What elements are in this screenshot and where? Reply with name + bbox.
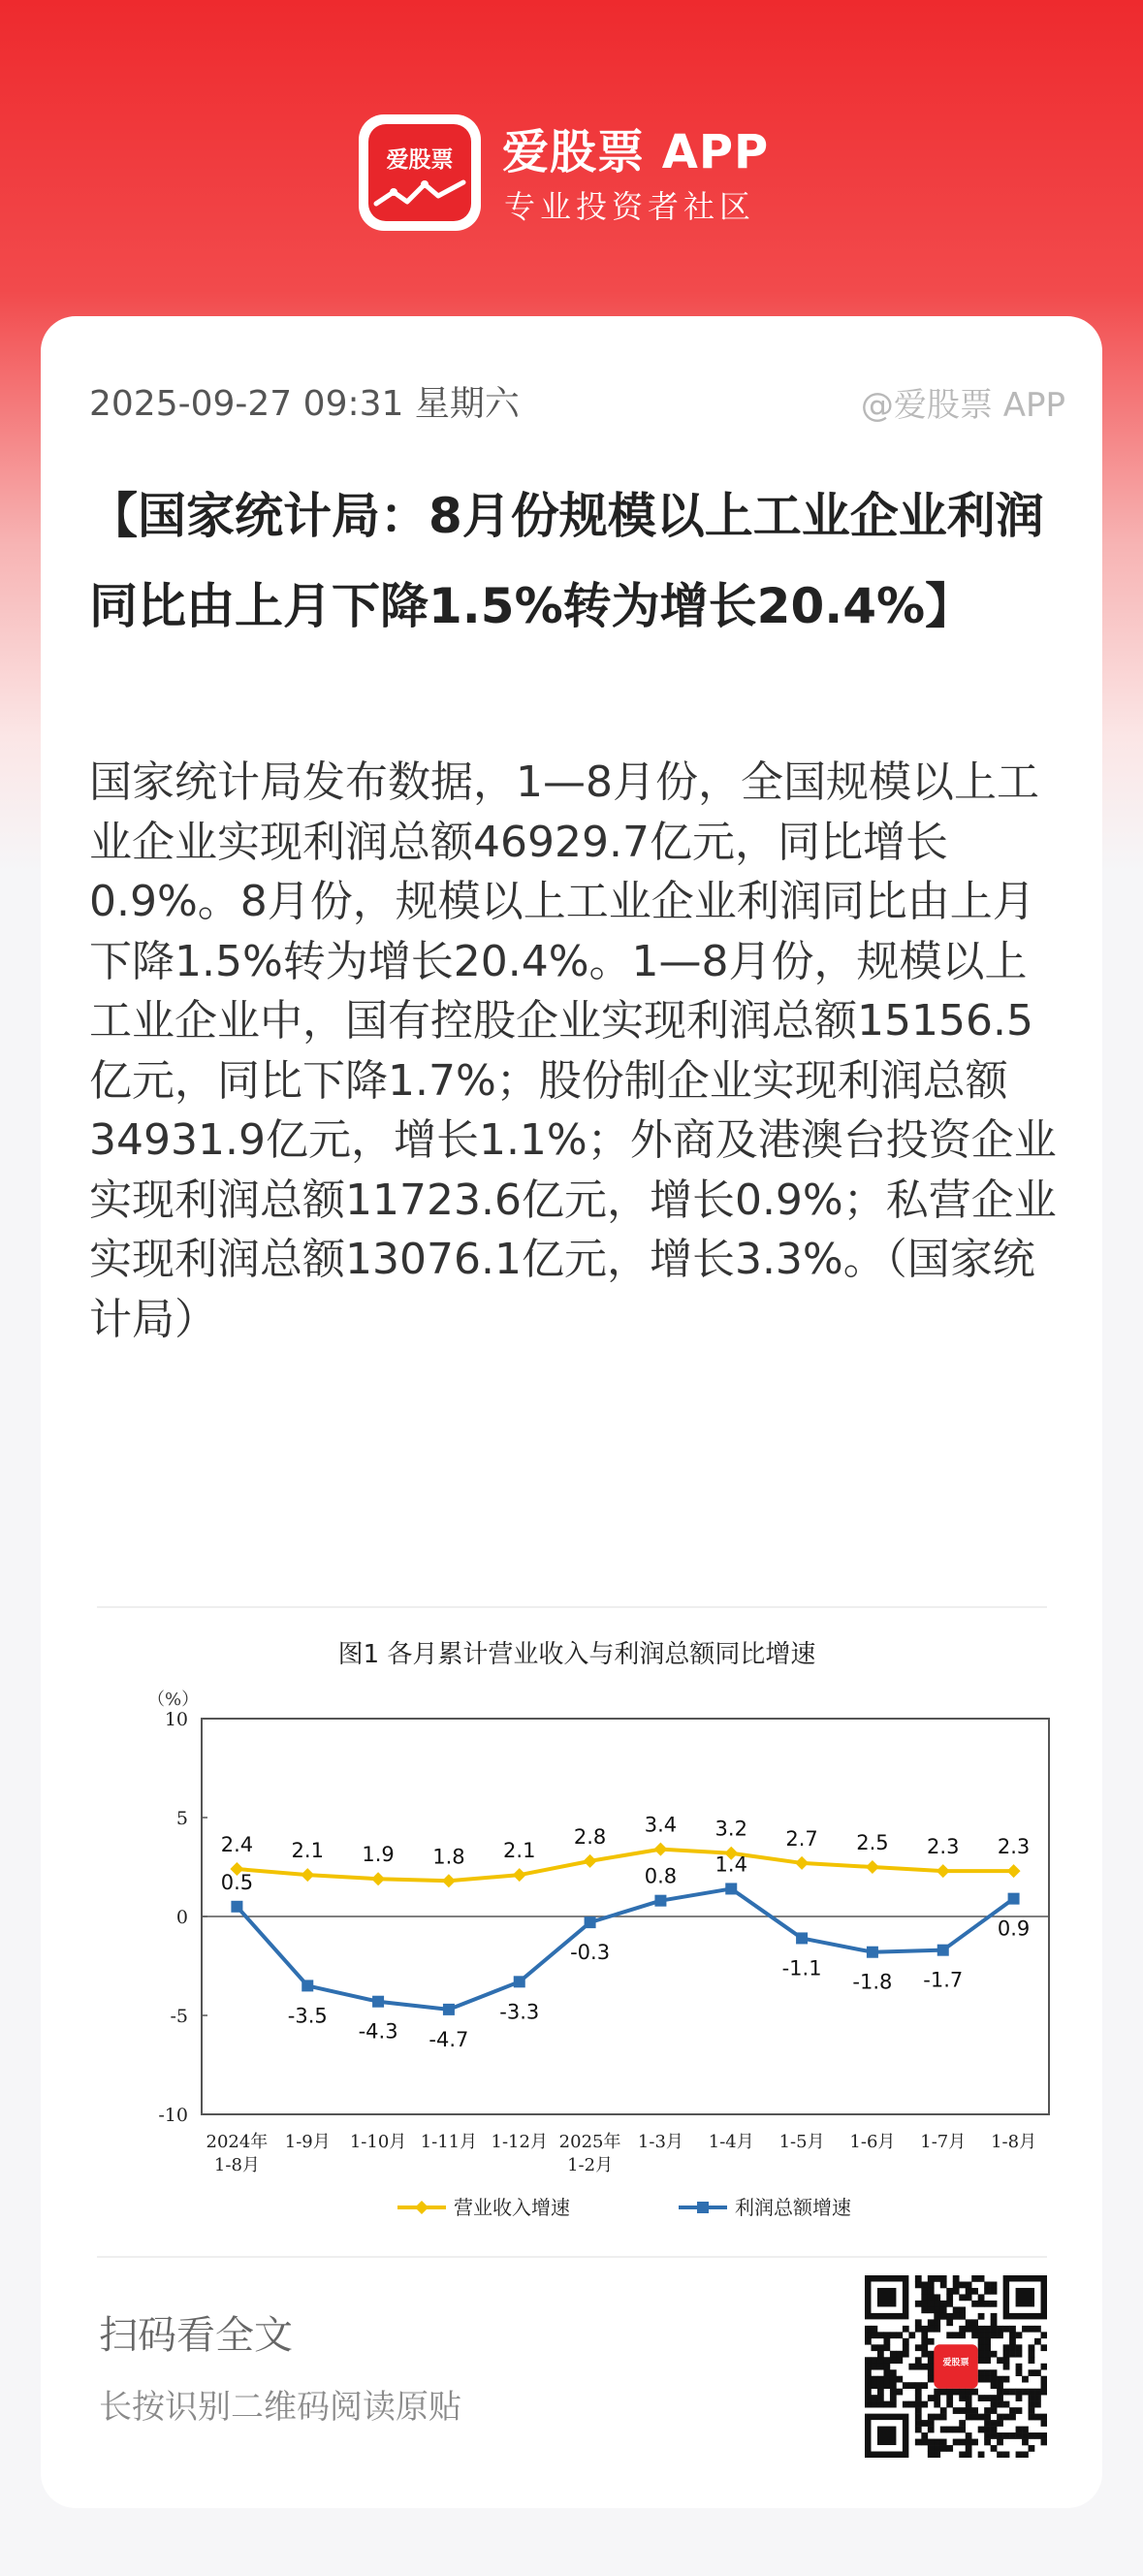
y-tick-label: -10 <box>158 2105 188 2126</box>
data-label: 2.1 <box>291 1839 324 1863</box>
data-label: 3.4 <box>644 1813 678 1837</box>
data-point <box>513 1868 526 1882</box>
data-point <box>1007 1864 1021 1878</box>
data-point <box>442 1874 456 1887</box>
data-point <box>725 1883 737 1894</box>
post-datetime: 2025-09-27 09:31 星期六 <box>89 384 520 424</box>
x-tick-label: 1-10月 <box>349 2132 407 2152</box>
legend-marker <box>415 2201 429 2214</box>
data-label: 1.9 <box>362 1843 395 1867</box>
data-point <box>443 2004 455 2015</box>
x-tick-label: 1-7月 <box>920 2132 967 2152</box>
legend-label: 营业收入增速 <box>454 2196 570 2219</box>
logo-text: 爱股票 <box>386 147 454 173</box>
app-logo <box>359 114 481 231</box>
x-tick-label: 1-8月 <box>991 2132 1037 2152</box>
data-point <box>302 1980 313 1991</box>
data-point <box>231 1901 242 1913</box>
y-tick-label: 10 <box>164 1709 188 1730</box>
qr-sub-label: 长按识别二维码阅读原贴 <box>99 2388 461 2427</box>
data-point <box>795 1856 809 1870</box>
data-label: -1.8 <box>852 1970 893 1994</box>
data-label: 2.1 <box>503 1839 536 1863</box>
qr-label: 扫码看全文 <box>99 2313 293 2358</box>
x-tick-label: 1-4月 <box>708 2132 754 2152</box>
data-label: 1.4 <box>714 1852 747 1877</box>
data-label: 1.8 <box>432 1845 465 1869</box>
data-point <box>937 1945 949 1956</box>
y-tick-label: 5 <box>175 1808 188 1829</box>
series-line-2 <box>237 1888 1013 2009</box>
data-label: -1.1 <box>781 1956 822 1980</box>
x-tick-label: 1-2月 <box>567 2155 614 2175</box>
data-label: 3.2 <box>714 1817 747 1841</box>
divider <box>97 2256 1047 2258</box>
qr-logo-text: 爱股票 <box>942 2358 969 2368</box>
data-point <box>1008 1893 1020 1905</box>
data-point <box>585 1916 596 1928</box>
x-tick-label: 1-5月 <box>778 2132 825 2152</box>
data-point <box>866 1860 879 1874</box>
data-point <box>796 1932 808 1944</box>
data-point <box>371 1872 385 1885</box>
data-label: 0.8 <box>644 1864 678 1888</box>
series-line-1 <box>237 1850 1013 1882</box>
qr-code[interactable] <box>865 2275 1047 2458</box>
brand-subtitle: 专业投资者社区 <box>504 188 756 225</box>
brand-title: 爱股票 APP <box>502 125 770 179</box>
data-label: 2.3 <box>927 1835 960 1859</box>
y-tick-label: 0 <box>175 1907 188 1928</box>
post-card <box>41 316 1102 2508</box>
data-label: -3.3 <box>499 2000 540 2024</box>
data-label: 2.7 <box>785 1826 818 1851</box>
app-header <box>0 0 1143 320</box>
data-label: -4.3 <box>358 2019 398 2044</box>
data-label: 2.5 <box>856 1831 889 1854</box>
x-tick-label: 1-3月 <box>637 2132 683 2152</box>
x-tick-label: 1-6月 <box>849 2132 896 2152</box>
x-tick-label: 1-9月 <box>284 2132 331 2152</box>
data-label: 2.3 <box>997 1835 1031 1859</box>
post-headline: 【国家统计局：8月份规模以上工业企业利润同比由上月下降1.5%转为增长20.4%】 <box>89 488 1044 634</box>
x-tick-label: 1-8月 <box>213 2155 260 2175</box>
data-label: -1.7 <box>923 1968 964 1992</box>
data-label: -3.5 <box>287 2004 328 2028</box>
y-axis-unit: （%） <box>147 1690 200 1710</box>
data-point <box>867 1947 878 1958</box>
x-tick-label: 2024年 <box>206 2132 269 2152</box>
chart-title: 图1 各月累计营业收入与利润总额同比增速 <box>337 1640 816 1669</box>
data-label: -4.7 <box>429 2027 469 2051</box>
legend-label: 利润总额增速 <box>735 2196 851 2219</box>
post-body: 国家统计局发布数据，1—8月份，全国规模以上工业企业实现利润总额46929.7亿元，同比增长0.9%。8月份，规模以上工业企业利润同比由上月下降1.5%转为增长20.4%。1—8月份，规模以上工业企业中，国有控股企业实现利润总额15156.5亿元，同比下降1.7%；股份制企业实现利润总额34931.9亿元，增长1.1%；外商及港澳台投资企业实现利润总额11723.6亿元，增长0.9%；私营企业实现利润总额13076.1亿元，增长3.3%。（国家统计局） <box>89 757 1057 1344</box>
data-point <box>584 1854 597 1868</box>
legend-marker <box>697 2202 709 2213</box>
x-tick-label: 1-11月 <box>420 2132 478 2152</box>
data-point <box>937 1864 950 1878</box>
data-point <box>514 1976 525 1987</box>
y-tick-label: -5 <box>170 2006 188 2027</box>
data-label: -0.3 <box>570 1941 611 1965</box>
data-point <box>654 1895 666 1907</box>
data-label: 0.9 <box>997 1916 1031 1941</box>
divider <box>97 1606 1047 1608</box>
data-point <box>301 1868 314 1882</box>
x-tick-label: 1-12月 <box>491 2132 548 2152</box>
chart-trend-icon <box>368 175 471 217</box>
data-point <box>372 1996 384 2008</box>
data-label: 0.5 <box>220 1870 254 1894</box>
data-label: 2.4 <box>220 1833 254 1857</box>
x-tick-label: 2025年 <box>558 2132 621 2152</box>
data-point <box>653 1843 667 1856</box>
post-source[interactable]: @爱股票 APP <box>860 386 1065 425</box>
data-label: 2.8 <box>573 1824 607 1849</box>
